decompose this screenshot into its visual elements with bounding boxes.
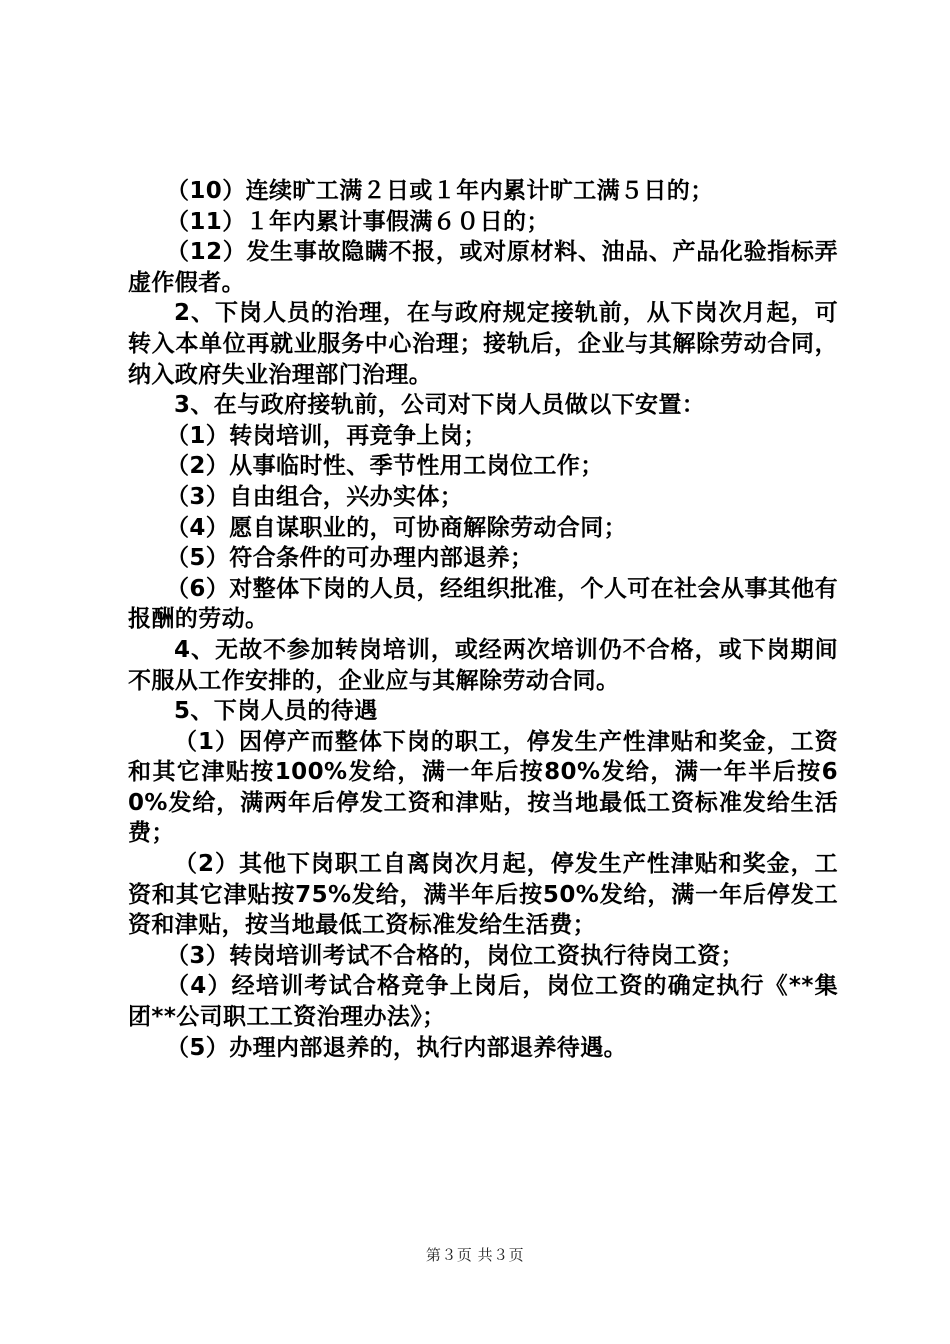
paragraph-treatment-5: （5）办理内部退养的，执行内部退养待遇。 (166, 1034, 628, 1061)
page-number-footer: 第３页 共３页 (425, 1246, 525, 1264)
paragraph-item-11: （11）１年内累计事假满６０日的； (166, 208, 550, 235)
paragraph-section-5: 5、下岗人员的待遇 (174, 698, 378, 725)
paragraph-placement-1: （1）转岗培训，再竞争上岗； (166, 422, 487, 449)
paragraph-treatment-3: （3）转岗培训考试不合格的，岗位工资执行待岗工资； (166, 942, 745, 969)
paragraph-treatment-4: （4）经培训考试合格竞争上岗后，岗位工资的确定执行《**集团**公司职工工资治理办法》； (128, 973, 838, 1031)
paragraph-item-12: （12）发生事故隐瞒不报，或对原材料、油品、产品化验指标弄虚作假者。 (128, 239, 838, 296)
paragraph-section-4: 4、无故不参加转岗培训，或经两次培训仍不合格，或下岗期间不服从工作安排的，企业应与其解除劳动合同。 (128, 636, 838, 694)
paragraph-section-3: 3、在与政府接轨前，公司对下岗人员做以下安置： (174, 392, 706, 419)
paragraph-placement-3: （3）自由组合，兴办实体； (166, 483, 464, 510)
paragraph-item-10: （10）连续旷工满２日或１年内累计旷工满５日的； (166, 178, 714, 204)
document-body (128, 176, 838, 1063)
paragraph-placement-6: （6）对整体下岗的人员，经组织批准，个人可在社会从事其他有报酬的劳动。 (128, 575, 838, 633)
paragraph-placement-4: （4）愿自谋职业的，可协商解除劳动合同； (166, 514, 628, 541)
paragraph-treatment-2: （2）其他下岗职工自离岗次月起，停发生产性津贴和奖金，工资和其它津贴按75%发给，满半年后按50%发给，满一年后停发工资和津贴，按当地最低工资标准发给生活费； (128, 851, 838, 939)
paragraph-placement-5: （5）符合条件的可办理内部退养； (166, 545, 534, 572)
paragraph-section-2: 2、下岗人员的治理，在与政府规定接轨前，从下岗次月起，可转入本单位再就业服务中心治理；接轨后，企业与其解除劳动合同，纳入政府失业治理部门治理。 (128, 300, 838, 388)
paragraph-placement-2: （2）从事临时性、季节性用工岗位工作； (166, 453, 604, 480)
paragraph-treatment-1: （1）因停产而整体下岗的职工，停发生产性津贴和奖金，工资和其它津贴按100%发给，满一年后按80%发给，满一年半后按60%发给，满两年后停发工资和津贴，按当地最低工资标准发给生活费； (128, 728, 838, 847)
